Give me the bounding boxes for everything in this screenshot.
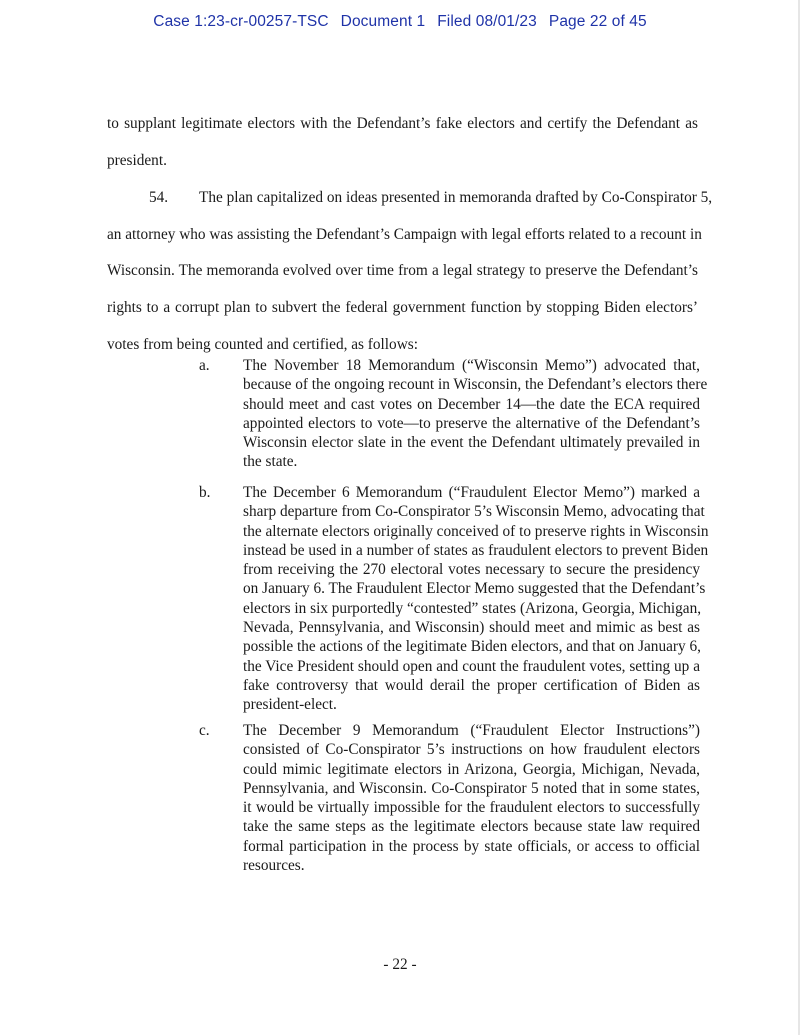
text-line: sharp departure from Co-Conspirator 5’s Wisconsin Memo, advocating that (243, 503, 705, 521)
text-line: resources. (243, 857, 305, 875)
page-number-footer: - 22 - (383, 956, 417, 973)
text-line: should meet and cast votes on December 14—the date the ECA required (243, 395, 700, 413)
text-line: The December 6 Memorandum (“Fraudulent Elector Memo”) marked a (243, 484, 700, 501)
text-line: it would be virtually impossible for the fraudulent electors to successfully (243, 799, 700, 817)
list-item-letter: c. (199, 722, 210, 739)
filed-date: Filed 08/01/23 (437, 13, 537, 30)
text-line: Wisconsin. The memoranda evolved over time from a legal strategy to preserve the Defendant’s (107, 262, 698, 280)
text-line: the alternate electors originally conceived of to preserve rights in Wisconsin (243, 522, 709, 540)
list-item-text (243, 356, 708, 472)
text-line: instead be used in a number of states as fraudulent electors to prevent Biden (243, 541, 709, 559)
list-item-text (243, 721, 700, 875)
text-line: an attorney who was assisting the Defendant’s Campaign with legal efforts related to a recount in (107, 225, 702, 243)
text-line-content: The plan capitalized on ideas presented in memoranda drafted by Co-Conspirator 5, (199, 189, 713, 206)
text-line: appointed electors to vote—to preserve the alternative of the Defendant’s (243, 414, 700, 432)
page-count: Page 22 of 45 (548, 13, 647, 30)
text-line: because of the ongoing recount in Wisconsin, the Defendant’s electors there (243, 376, 708, 394)
list-item-letter: a. (199, 357, 210, 374)
text-line: could mimic legitimate electors in Arizona, Georgia, Michigan, Nevada, (243, 760, 700, 778)
text-line: from receiving the 270 electoral votes necessary to secure the presidency (243, 561, 700, 579)
text-line: Nevada, Pennsylvania, and Wisconsin) should meet and mimic as best as (243, 619, 700, 637)
list-item-text (243, 483, 709, 715)
case-number: Case 1:23-cr-00257-TSC (153, 13, 329, 30)
text-line: president-elect. (243, 696, 337, 714)
text-line: the Vice President should open and count the fraudulent votes, setting up a (243, 657, 700, 675)
text-line: the state. (243, 453, 298, 471)
text-line: The December 9 Memorandum (“Fraudulent Elector Instructions”) (243, 722, 700, 739)
text-line: possible the actions of the legitimate Biden electors, and that on January 6, (243, 638, 701, 656)
text-line: electors in six purportedly “contested” states (Arizona, Georgia, Michigan, (243, 599, 702, 617)
continuation-paragraph (107, 106, 698, 179)
text-line: fake controversy that would derail the proper certification of Biden as (243, 676, 700, 694)
document-number: Document 1 (340, 13, 426, 30)
text-line: take the same steps as the legitimate electors because state law required (243, 818, 700, 836)
text-line: votes from being counted and certified, as follows: (107, 335, 418, 353)
text-line: rights to a corrupt plan to subvert the federal government function by stopping Biden electors’ (107, 299, 698, 317)
text-line: consisted of Co-Conspirator 5’s instructions on how fraudulent electors (243, 741, 700, 759)
paragraph-54 (107, 180, 713, 363)
text-line: formal participation in the process by state officials, or access to official (243, 837, 700, 855)
text-line: Wisconsin elector slate in the event the Defendant ultimately prevailed in (243, 434, 700, 452)
text-line: to supplant legitimate electors with the Defendant’s fake electors and certify the Defendant as (107, 115, 698, 132)
paragraph-number: 54. (149, 189, 169, 206)
text-line (107, 180, 713, 217)
text-line: president. (107, 151, 167, 169)
text-line: The November 18 Memorandum (“Wisconsin Memo”) advocated that, (243, 357, 700, 374)
court-filing-header (0, 13, 800, 31)
text-line: on January 6. The Fraudulent Elector Memo suggested that the Defendant’s (243, 580, 706, 598)
text-line: Pennsylvania, and Wisconsin. Co-Conspirator 5 noted that in some states, (243, 779, 700, 797)
list-item-letter: b. (199, 484, 211, 501)
